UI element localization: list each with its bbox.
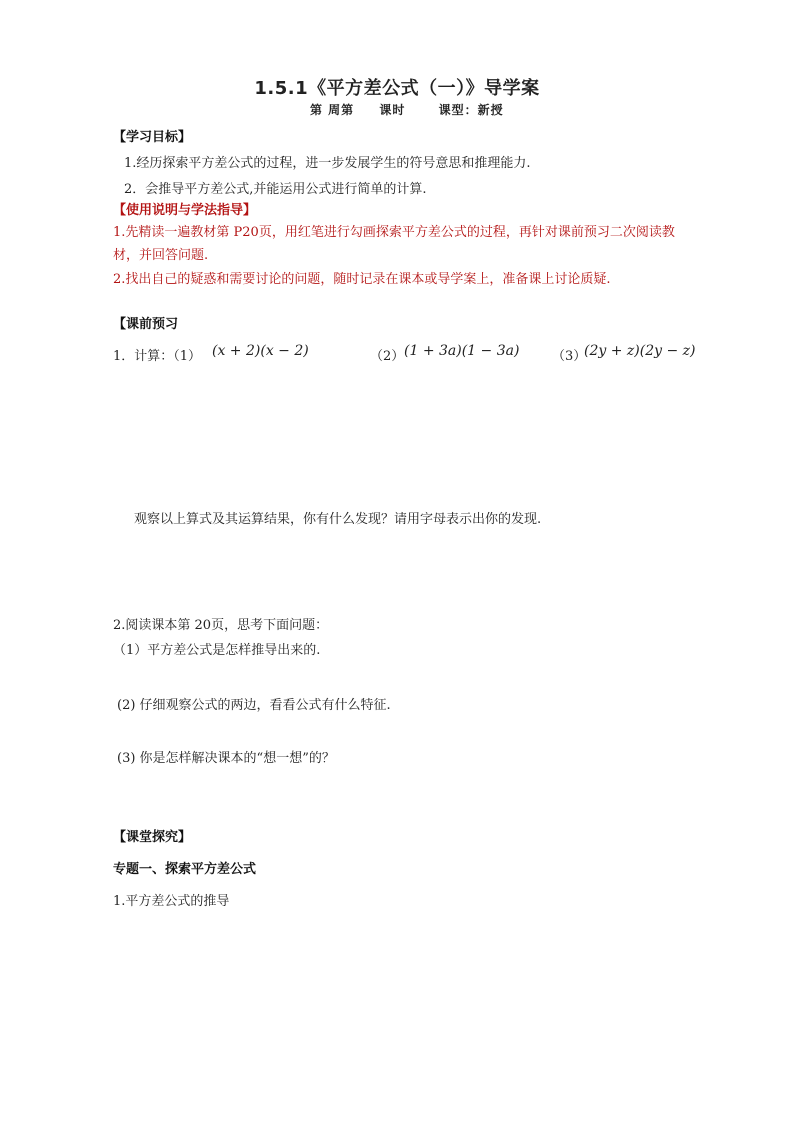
topic-1-item-1: 1.平方差公式的推导 [113,894,230,909]
question-2: 2.阅读课本第 20页，思考下面问题： [113,618,329,633]
page-title: 1.5.1《平方差公式（一）》导学案 [254,78,540,99]
subtitle-lesson: 课时 [379,103,406,117]
question-2-2: (2) 仔细观察公式的两边，看看公式有什么特征. [117,698,391,713]
expression-3: (2y + z)(2y − z) [584,343,696,359]
question-1-label: 1．计算：（1） [113,349,202,364]
class-heading: 【课堂探究】 [113,830,192,845]
question-2-3: (3) 你是怎样解决课本的“想一想”的？ [117,751,335,766]
subtitle [310,101,504,118]
question-1-label-3: （3） [552,349,587,364]
instruction-line-1b: 材，并回答问题. [113,248,209,263]
instructions-heading: 【使用说明与学法指导】 [113,203,257,218]
goal-item-1: 1.经历探索平方差公式的过程，进一步发展学生的符号意思和推理能力. [124,156,531,171]
instruction-line-1a: 1.先精读一遍教材第 P20页，用红笔进行勾画探索平方差公式的过程，再针对课前预习二次阅读教 [113,225,675,240]
goal-item-2: 2．会推导平方差公式,并能运用公式进行简单的计算. [124,182,427,197]
expression-1: (x + 2)(x − 2) [212,343,309,359]
expression-2: (1 + 3a)(1 − 3a) [404,343,520,359]
preview-heading: 【课前预习 [113,317,179,332]
question-2-1: （1）平方差公式是怎样推导出来的. [113,643,321,658]
topic-1: 专题一、探索平方差公式 [113,862,257,877]
observe-prompt: 观察以上算式及其运算结果，你有什么发现？请用字母表示出你的发现. [134,512,542,527]
instruction-line-2: 2.找出自己的疑惑和需要讨论的问题，随时记录在课本或导学案上，准备课上讨论质疑. [113,272,611,287]
subtitle-type: 课型：新授 [438,103,504,117]
goals-heading: 【学习目标】 [113,130,192,145]
question-1-label-2: （2） [370,349,405,364]
subtitle-week: 第 周第 [310,103,355,117]
